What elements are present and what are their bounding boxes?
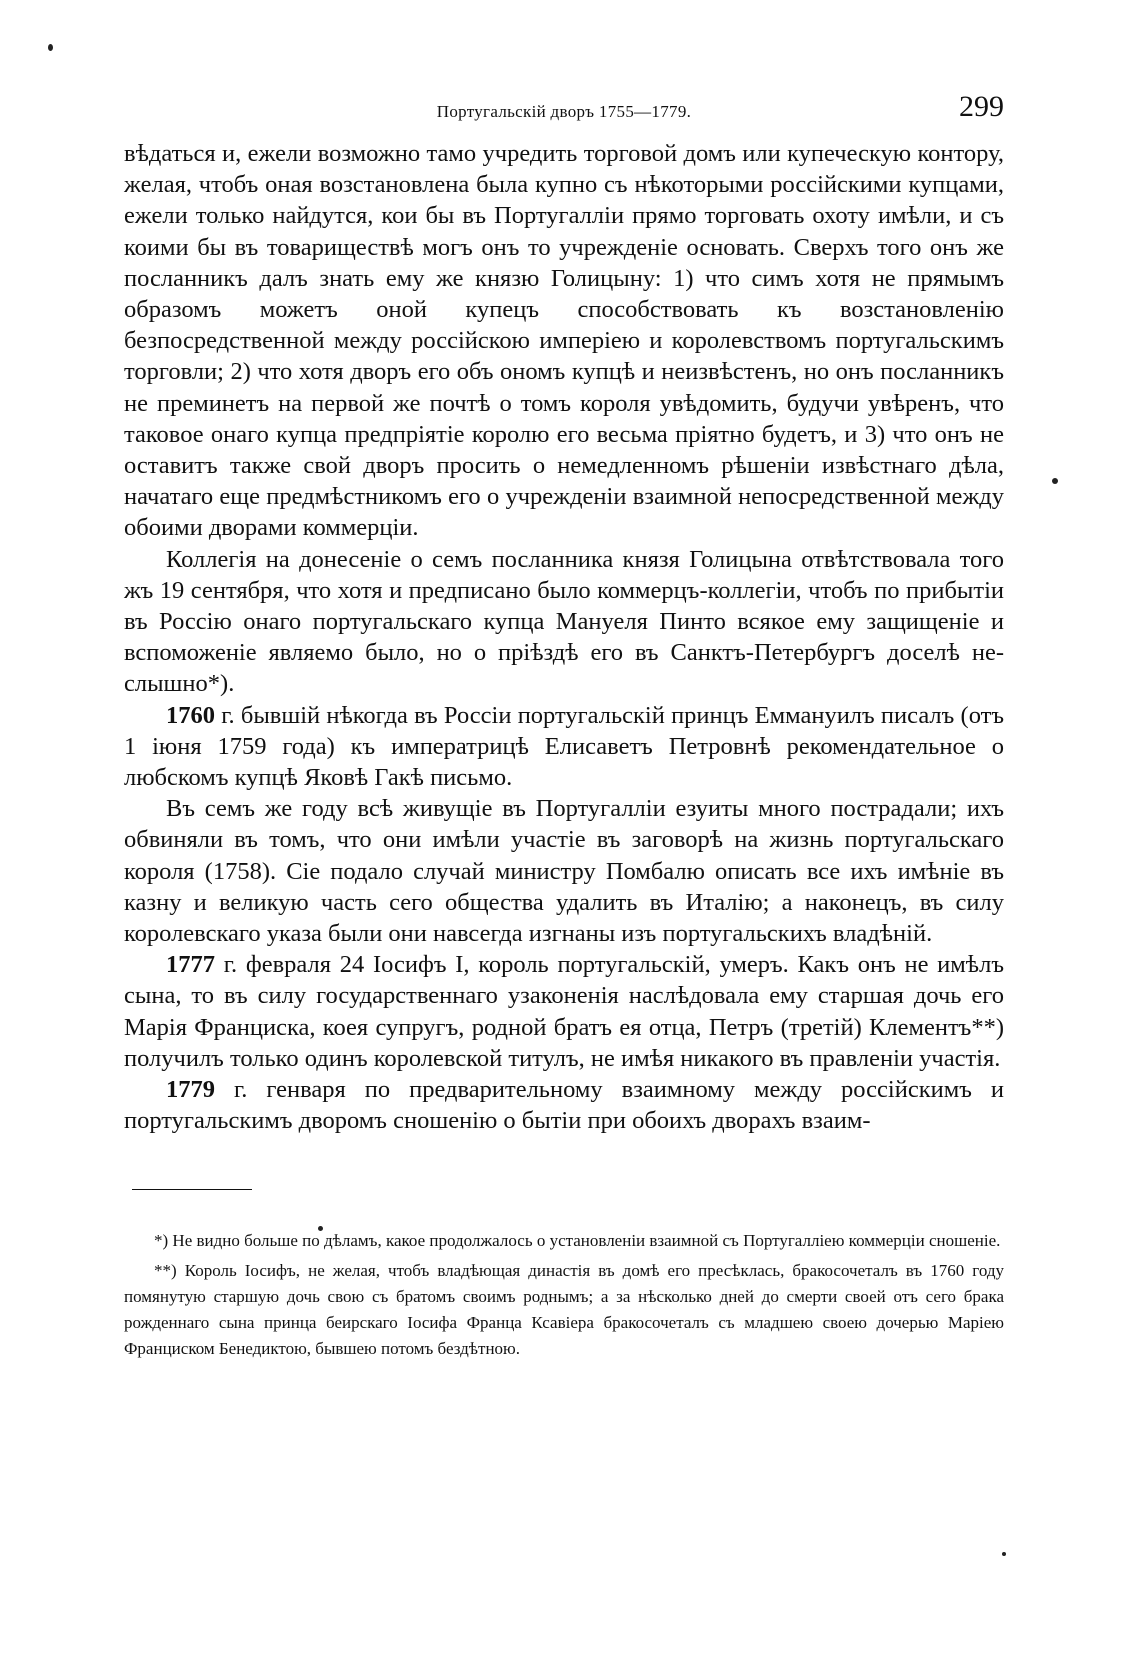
footnote: *) Не видно больше по дѣламъ, какое продолжалось о установленіи взаимной съ Португалліею коммерціи сношеніе. xyxy=(154,1230,1001,1250)
paragraph xyxy=(124,544,1004,700)
scan-speck xyxy=(1052,478,1058,484)
paragraph-text: Въ семъ же году всѣ живущіе въ Португалліи езуиты много пострадали; ихъ обвиняли въ томъ, что они имѣли участіе въ заговорѣ на жизнь португальскаго короля (1758). Сіе подало случай министру Помбалю описать все ихъ имѣніе въ казну и великую часть сего общества удалить въ Италію; а наконецъ, въ силу королевскаго указа были они навсегда изгнаны изъ португальскихъ владѣній. xyxy=(124,795,1004,948)
footnote-rule xyxy=(132,1189,252,1190)
scan-speck xyxy=(48,44,53,51)
paragraph-text: вѣдаться и, ежели возможно тамо учредить торговой домъ или купеческую контору, желая, чтобъ оная возстановлена была купно съ нѣкоторыми россійскими купцами, ежели только найдутся, кои бы въ Португаллiи прямо торговать охоту имѣли, и съ коими бы въ товариществѣ могъ онъ то учрежденіе основать. Сверхъ того онъ же посланникъ далъ знать ему же князю Голицыну: 1) что симъ хотя не прямымъ образомъ можетъ оной купецъ способствовать къ возстановленію безпосредственной между россійскою имперіею и королевствомъ португальскимъ торговли; 2) что хотя дворъ его объ ономъ купцѣ и неизвѣстенъ, но онъ посланникъ не преминетъ на первой же почтѣ о томъ короля увѣдомить, будучи увѣренъ, что таковое онаго купца предпріятіе королю его весьма пріятно будетъ, и 3) что онъ не оставитъ также свой дворъ просить о немедленномъ рѣшеніи извѣстнаго дѣла, начатаго еще предмѣстникомъ его о учрежденіи взаимной непосредственной между обоими дворами коммерціи. xyxy=(124,140,1004,542)
running-title: Португальскій дворъ 1755—1779. xyxy=(436,102,692,121)
year-label: 1777 xyxy=(166,951,215,979)
footnote: **) Король Іосифъ, не желая, чтобъ владѣющая династія въ домѣ его пресѣклась, бракосочеталъ въ 1760 году помянутую старшую дочь свою съ братомъ своимъ роднымъ; а за нѣсколько дней до смерти своей отъ сего брака рожденнаго сына принца беирскаго Іосифа Франца Ксавіера бракосочеталъ съ младшею своею дочерью Маріею Франциском Бенедиктою, бывшею потомъ бездѣтною. xyxy=(124,1260,1004,1358)
page-header xyxy=(124,88,1004,138)
body-text xyxy=(124,138,1004,1137)
paragraph xyxy=(124,793,1004,949)
footnotes xyxy=(124,1228,1004,1362)
paragraph xyxy=(124,949,1004,1074)
paragraph-text: г. февраля 24 Іосифъ I, король португальскій, умеръ. Какъ онъ не имѣлъ сына, то въ силу государственнаго узаконенія наслѣдовала ему старшая дочь его Марія Франциска, коея супругъ, родной братъ ея отца, Петръ (третій) Клементъ**) получилъ только одинъ королевской титулъ, не имѣя никакого въ правленіи участія. xyxy=(124,951,1004,1072)
paragraph xyxy=(124,138,1004,544)
paragraph-text: г. генваря по предварительному взаимному между россійскимъ и португальскимъ дворомъ сношенію о бытіи при обоихъ дворахъ взаим- xyxy=(124,1076,1004,1135)
scan-speck xyxy=(1002,1552,1006,1556)
paragraph-text: г. бывшій нѣкогда въ Россіи португальскій принцъ Еммануилъ писалъ (отъ 1 іюня 1759 года) къ императрицѣ Елисаветъ Петровнѣ рекомендательное о любскомъ купцѣ Яковѣ Гакѣ письмо. xyxy=(124,701,1004,792)
page xyxy=(124,88,1004,1366)
paragraph-text: Коллегія на донесеніе о семъ посланника князя Голицына отвѣтствовала того жъ 19 сентября, что хотя и предписано было коммерцъ-коллегіи, чтобъ по прибытіи въ Россію онаго португальскаго купца Мануеля Пинто всякое ему защищеніе и вспоможеніе являемо было, но о пріѣздѣ его въ Санктъ-Петербургъ доселѣ не-слышно*). xyxy=(124,545,1004,698)
year-label: 1779 xyxy=(166,1076,215,1104)
page-number: 299 xyxy=(959,90,1004,123)
year-label: 1760 xyxy=(166,701,215,729)
paragraph xyxy=(124,1074,1004,1136)
scan-speck xyxy=(318,1226,323,1231)
paragraph xyxy=(124,700,1004,794)
